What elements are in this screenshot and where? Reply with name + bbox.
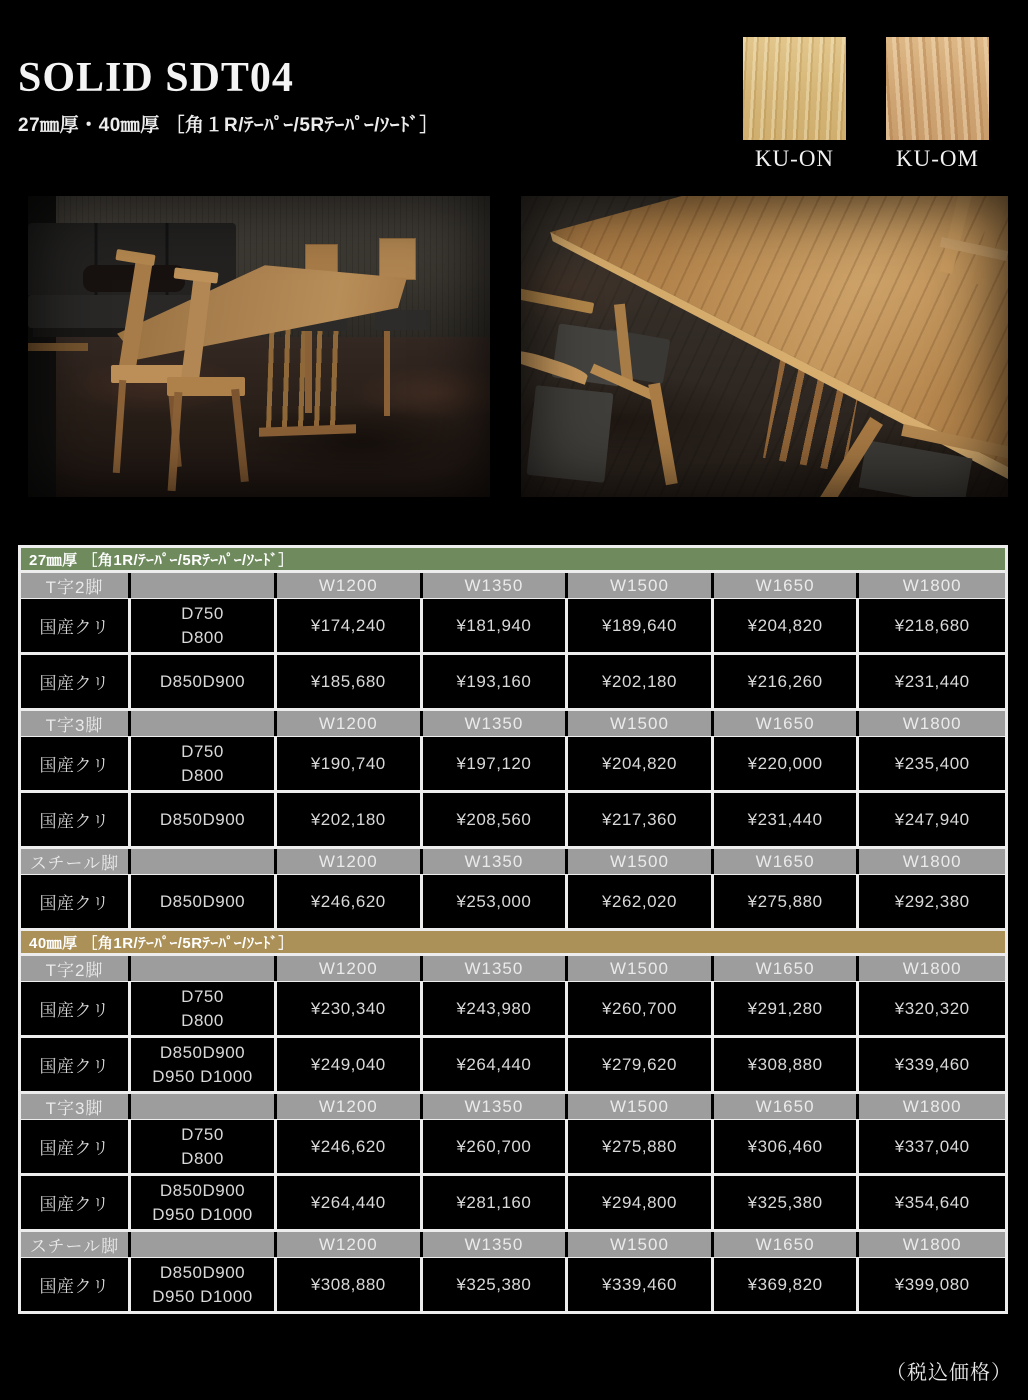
material-cell: 国産クリ — [21, 655, 131, 708]
leg-type-header: スチール脚 — [21, 1232, 131, 1257]
depth-line: D800 — [181, 1148, 224, 1168]
material-cell: 国産クリ — [21, 1258, 131, 1311]
leg-type-header: スチール脚 — [21, 849, 131, 874]
price-cell: ¥260,700 — [568, 982, 714, 1035]
price-cell: ¥204,820 — [568, 737, 714, 790]
width-header: W1650 — [714, 1232, 860, 1257]
price-cell: ¥339,460 — [568, 1258, 714, 1311]
wood-swatch-ku-on — [743, 37, 846, 140]
price-cell: ¥337,040 — [859, 1120, 1005, 1173]
price-cell: ¥279,620 — [568, 1038, 714, 1091]
width-header: W1350 — [423, 849, 569, 874]
width-header: W1200 — [277, 1094, 423, 1119]
material-cell: 国産クリ — [21, 1120, 131, 1173]
price-cell: ¥243,980 — [423, 982, 569, 1035]
width-header: W1350 — [423, 711, 569, 736]
price-row — [21, 734, 1005, 790]
price-cell: ¥216,260 — [714, 655, 860, 708]
depth-cell — [131, 982, 277, 1035]
price-cell: ¥308,880 — [714, 1038, 860, 1091]
price-cell: ¥235,400 — [859, 737, 1005, 790]
price-row — [21, 790, 1005, 846]
price-cell: ¥354,640 — [859, 1176, 1005, 1229]
depth-line: D850D900 — [159, 1262, 246, 1282]
price-cell: ¥202,180 — [568, 655, 714, 708]
price-cell: ¥264,440 — [423, 1038, 569, 1091]
size-header-row — [21, 846, 1005, 872]
photo-vignette — [28, 196, 490, 497]
width-header: W1200 — [277, 956, 423, 981]
price-cell: ¥197,120 — [423, 737, 569, 790]
price-cell: ¥339,460 — [859, 1038, 1005, 1091]
price-cell: ¥399,080 — [859, 1258, 1005, 1311]
depth-cell — [131, 793, 277, 846]
price-cell: ¥262,020 — [568, 875, 714, 928]
depth-line: D850D900 — [159, 1042, 246, 1062]
width-header: W1200 — [277, 1232, 423, 1257]
width-header: W1500 — [568, 849, 714, 874]
price-cell: ¥249,040 — [277, 1038, 423, 1091]
price-row — [21, 652, 1005, 708]
width-header: W1500 — [568, 1232, 714, 1257]
depth-line: D750 — [181, 986, 224, 1006]
section-band-40mm: 40㎜厚 ［角1R/ﾃｰﾊﾟｰ/5Rﾃｰﾊﾟｰ/ｿｰﾄﾞ］ — [21, 928, 1005, 953]
depth-line: D850D900 — [159, 809, 246, 829]
width-header: W1650 — [714, 849, 860, 874]
depth-line: D850D900 — [159, 891, 246, 911]
width-header: W1500 — [568, 573, 714, 598]
price-cell: ¥281,160 — [423, 1176, 569, 1229]
material-cell: 国産クリ — [21, 982, 131, 1035]
price-cell: ¥185,680 — [277, 655, 423, 708]
width-header: W1650 — [714, 956, 860, 981]
depth-line: D800 — [181, 765, 224, 785]
price-cell: ¥190,740 — [277, 737, 423, 790]
depth-header-spacer — [131, 956, 277, 981]
price-cell: ¥253,000 — [423, 875, 569, 928]
wood-swatch-ku-om — [886, 37, 989, 140]
depth-line: D800 — [181, 627, 224, 647]
price-cell: ¥189,640 — [568, 599, 714, 652]
depth-header-spacer — [131, 711, 277, 736]
price-cell: ¥325,380 — [423, 1258, 569, 1311]
price-cell: ¥193,160 — [423, 655, 569, 708]
price-cell: ¥202,180 — [277, 793, 423, 846]
swatch-label-ku-om: KU-OM — [896, 146, 979, 171]
size-header-row — [21, 570, 1005, 596]
size-header-row — [21, 708, 1005, 734]
material-cell: 国産クリ — [21, 875, 131, 928]
price-cell: ¥204,820 — [714, 599, 860, 652]
depth-line: D750 — [181, 603, 224, 623]
leg-type-header: T字3脚 — [21, 711, 131, 736]
price-row — [21, 1117, 1005, 1173]
price-cell: ¥291,280 — [714, 982, 860, 1035]
width-header: W1350 — [423, 573, 569, 598]
price-cell: ¥292,380 — [859, 875, 1005, 928]
depth-cell — [131, 655, 277, 708]
depth-line: D850D900 — [159, 671, 246, 691]
width-header: W1200 — [277, 573, 423, 598]
price-row — [21, 872, 1005, 928]
section-band-27mm: 27㎜厚 ［角1R/ﾃｰﾊﾟｰ/5Rﾃｰﾊﾟｰ/ｿｰﾄﾞ］ — [21, 548, 1005, 570]
price-cell: ¥260,700 — [423, 1120, 569, 1173]
tax-note: （税込価格） — [886, 1362, 1012, 1384]
price-cell: ¥230,340 — [277, 982, 423, 1035]
width-header: W1800 — [859, 956, 1005, 981]
price-cell: ¥369,820 — [714, 1258, 860, 1311]
material-cell: 国産クリ — [21, 1038, 131, 1091]
material-cell: 国産クリ — [21, 737, 131, 790]
width-header: W1650 — [714, 1094, 860, 1119]
price-cell: ¥246,620 — [277, 875, 423, 928]
price-row — [21, 979, 1005, 1035]
width-header: W1800 — [859, 711, 1005, 736]
photo-vignette — [521, 196, 1008, 497]
material-cell: 国産クリ — [21, 599, 131, 652]
price-cell: ¥217,360 — [568, 793, 714, 846]
width-header: W1350 — [423, 956, 569, 981]
width-header: W1800 — [859, 1232, 1005, 1257]
price-cell: ¥231,440 — [714, 793, 860, 846]
depth-header-spacer — [131, 849, 277, 874]
size-header-row — [21, 953, 1005, 979]
width-header: W1650 — [714, 711, 860, 736]
price-row — [21, 596, 1005, 652]
depth-cell — [131, 1038, 277, 1091]
photo-right-tabletop-closeup — [521, 196, 1008, 497]
price-row — [21, 1035, 1005, 1091]
width-header: W1800 — [859, 1094, 1005, 1119]
depth-line: D800 — [181, 1010, 224, 1030]
size-header-row — [21, 1091, 1005, 1117]
material-cell: 国産クリ — [21, 793, 131, 846]
width-header: W1200 — [277, 711, 423, 736]
price-row — [21, 1173, 1005, 1229]
width-header: W1200 — [277, 849, 423, 874]
depth-cell — [131, 1258, 277, 1311]
price-cell: ¥275,880 — [568, 1120, 714, 1173]
depth-cell — [131, 599, 277, 652]
price-cell: ¥181,940 — [423, 599, 569, 652]
depth-line: D850D900 — [159, 1180, 246, 1200]
price-cell: ¥246,620 — [277, 1120, 423, 1173]
depth-line: D950 D1000 — [152, 1204, 253, 1224]
material-cell: 国産クリ — [21, 1176, 131, 1229]
price-cell: ¥294,800 — [568, 1176, 714, 1229]
price-cell: ¥308,880 — [277, 1258, 423, 1311]
depth-header-spacer — [131, 1232, 277, 1257]
depth-header-spacer — [131, 573, 277, 598]
size-header-row — [21, 1229, 1005, 1255]
price-cell: ¥208,560 — [423, 793, 569, 846]
depth-line: D750 — [181, 1124, 224, 1144]
leg-type-header: T字2脚 — [21, 573, 131, 598]
page-subtitle: 27㎜厚・40㎜厚 ［角１R/ﾃｰﾊﾟｰ/5Rﾃｰﾊﾟｰ/ｿｰﾄﾞ］ — [18, 115, 439, 136]
depth-cell — [131, 875, 277, 928]
page-title: SOLID SDT04 — [18, 55, 294, 101]
leg-type-header: T字3脚 — [21, 1094, 131, 1119]
price-cell: ¥264,440 — [277, 1176, 423, 1229]
price-cell: ¥174,240 — [277, 599, 423, 652]
price-cell: ¥275,880 — [714, 875, 860, 928]
width-header: W1800 — [859, 573, 1005, 598]
width-header: W1800 — [859, 849, 1005, 874]
depth-line: D750 — [181, 741, 224, 761]
width-header: W1500 — [568, 711, 714, 736]
depth-header-spacer — [131, 1094, 277, 1119]
width-header: W1650 — [714, 573, 860, 598]
price-cell: ¥220,000 — [714, 737, 860, 790]
width-header: W1350 — [423, 1094, 569, 1119]
price-cell: ¥306,460 — [714, 1120, 860, 1173]
price-cell: ¥247,940 — [859, 793, 1005, 846]
width-header: W1500 — [568, 1094, 714, 1119]
width-header: W1500 — [568, 956, 714, 981]
depth-line: D950 D1000 — [152, 1286, 253, 1306]
leg-type-header: T字2脚 — [21, 956, 131, 981]
width-header: W1350 — [423, 1232, 569, 1257]
depth-line: D950 D1000 — [152, 1066, 253, 1086]
price-cell: ¥320,320 — [859, 982, 1005, 1035]
photo-left-dining-scene — [28, 196, 490, 497]
swatch-label-ku-on: KU-ON — [754, 146, 835, 171]
depth-cell — [131, 1120, 277, 1173]
depth-cell — [131, 737, 277, 790]
price-cell: ¥218,680 — [859, 599, 1005, 652]
price-cell: ¥325,380 — [714, 1176, 860, 1229]
price-cell: ¥231,440 — [859, 655, 1005, 708]
price-row — [21, 1255, 1005, 1311]
depth-cell — [131, 1176, 277, 1229]
price-table — [18, 545, 1008, 1314]
